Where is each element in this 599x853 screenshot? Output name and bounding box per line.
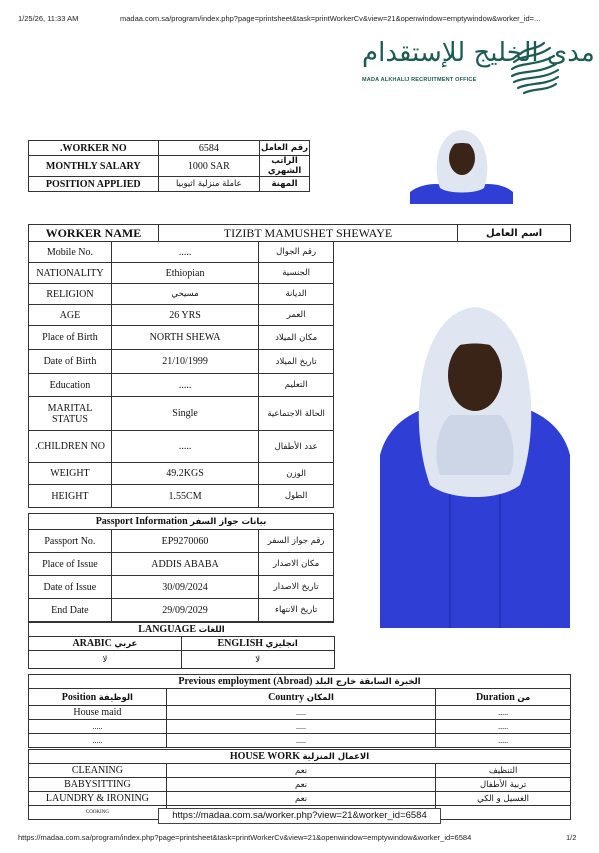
employment-table	[28, 674, 571, 748]
employment-title-en: Previous employment (Abroad)	[178, 676, 313, 687]
house-work-label: COOKING	[29, 806, 167, 820]
details-label-ar: الجنسية	[259, 263, 334, 284]
details-value: 21/10/1999	[111, 350, 258, 374]
details-value: 1.55CM	[111, 485, 258, 508]
details-label: Place of Birth	[29, 326, 112, 350]
passport-title-en: Passport Information	[95, 516, 188, 527]
summary-label: .WORKER NO	[29, 141, 159, 156]
worker-photo-full	[380, 305, 570, 628]
passport-value: 30/09/2024	[111, 576, 258, 599]
print-url: madaa.com.sa/program/index.php?page=printsheet&task=printWorkerCv&view=21&openwindow=emptywindow&worker_id=...	[120, 14, 541, 23]
house-work-label-ar	[436, 806, 571, 820]
details-label-ar: الوزن	[259, 463, 334, 485]
passport-title-row	[29, 514, 334, 530]
summary-label-ar: الراتب الشهري	[260, 156, 310, 177]
house-work-title	[29, 750, 571, 764]
house-work-label-ar: الغسيل و الكي	[436, 792, 571, 806]
summary-table	[28, 140, 310, 192]
details-label-ar: عدد الأطفال	[259, 431, 334, 463]
language-english-value: لا	[181, 651, 334, 669]
house-work-row	[29, 764, 571, 778]
employment-position: .....	[29, 720, 167, 734]
details-label-ar: مكان الميلاد	[259, 326, 334, 350]
employment-col-duration-ar: من	[517, 692, 531, 703]
details-row	[29, 305, 334, 326]
language-table	[28, 622, 571, 669]
language-header-row	[29, 637, 571, 651]
language-english-label-ar: انجليزي	[265, 639, 298, 649]
language-title-ar: اللغات	[198, 625, 225, 635]
house-work-label: CLEANING	[29, 764, 167, 778]
summary-value: عاملة منزلية اثيوبيا	[158, 177, 260, 192]
language-header-spacer	[334, 637, 570, 651]
worker-name-value: TIZIBT MAMUSHET SHEWAYE	[158, 225, 457, 242]
language-arabic-value: لا	[29, 651, 182, 669]
employment-col-country-en: Country	[268, 691, 305, 703]
details-row	[29, 463, 334, 485]
details-label: Education	[29, 374, 112, 397]
summary-row	[29, 156, 310, 177]
details-label: NATIONALITY	[29, 263, 112, 284]
employment-title-row	[29, 675, 571, 689]
language-title-en: LANGUAGE	[138, 624, 197, 635]
print-datetime: 1/25/26, 11:33 AM	[18, 14, 79, 23]
language-title-row	[29, 623, 571, 637]
passport-value: EP9270060	[111, 530, 258, 553]
employment-col-duration-en: Duration	[475, 691, 515, 703]
details-row	[29, 431, 334, 463]
employment-duration: .....	[436, 720, 571, 734]
passport-title	[29, 514, 334, 530]
worker-photo-thumbnail	[410, 126, 513, 204]
house-work-value: نعم	[166, 792, 435, 806]
worker-name-table	[28, 224, 571, 242]
details-label: AGE	[29, 305, 112, 326]
print-page-number: 1/2	[566, 833, 577, 842]
passport-label: Passport No.	[29, 530, 112, 553]
print-footer-url: https://madaa.com.sa/program/index.php?page=printsheet&task=printWorkerCv&view=21&openwindow=emptywindow&worker_id=6584	[18, 833, 472, 842]
summary-label: POSITION APPLIED	[29, 177, 159, 192]
employment-header-row	[29, 689, 571, 706]
worker-name-label: WORKER NAME	[29, 225, 159, 242]
language-value-row	[29, 651, 571, 669]
language-arabic-label: ARABIC	[72, 638, 112, 649]
details-label-ar: تاريخ الميلاد	[259, 350, 334, 374]
logo-mark-icon	[504, 36, 566, 98]
employment-row	[29, 720, 571, 734]
details-row	[29, 326, 334, 350]
language-english-header	[181, 637, 334, 651]
passport-label-ar: رقم جواز السفر	[259, 530, 334, 553]
details-label-ar: التعليم	[259, 374, 334, 397]
summary-label-ar: رقم العامل	[260, 141, 310, 156]
details-label: RELIGION	[29, 284, 112, 305]
summary-label-ar: المهنة	[260, 177, 310, 192]
employment-duration: .....	[436, 706, 571, 720]
details-label: MARITAL STATUS	[29, 397, 112, 431]
passport-value: ADDIS ABABA	[111, 553, 258, 576]
house-work-row	[29, 792, 571, 806]
company-logo	[356, 36, 595, 98]
passport-row	[29, 553, 334, 576]
employment-row	[29, 734, 571, 748]
details-value: .....	[111, 374, 258, 397]
summary-row	[29, 141, 310, 156]
passport-label-ar: مكان الاصدار	[259, 553, 334, 576]
employment-position: .....	[29, 734, 167, 748]
details-value: NORTH SHEWA	[111, 326, 258, 350]
house-work-label-ar: التنظيف	[436, 764, 571, 778]
summary-row	[29, 177, 310, 192]
house-work-value: نعم	[166, 764, 435, 778]
passport-table	[28, 513, 334, 622]
details-value: Ethiopian	[111, 263, 258, 284]
details-value: 26 YRS	[111, 305, 258, 326]
details-label: WEIGHT	[29, 463, 112, 485]
employment-title	[29, 675, 571, 689]
summary-value: 1000 SAR	[158, 156, 260, 177]
house-work-label: LAUNDRY & IRONING	[29, 792, 167, 806]
house-work-label: BABYSITTING	[29, 778, 167, 792]
language-title-spacer	[334, 623, 570, 637]
employment-position: House maid	[29, 706, 167, 720]
details-value: مسيحي	[111, 284, 258, 305]
passport-label-ar: تاريخ الانتهاء	[259, 599, 334, 622]
employment-country: .....	[166, 706, 435, 720]
language-value-spacer	[334, 651, 570, 669]
employment-row	[29, 706, 571, 720]
summary-value: 6584	[158, 141, 260, 156]
details-value: .....	[111, 242, 258, 263]
details-label: HEIGHT	[29, 485, 112, 508]
worker-name-label-ar: اسم العامل	[458, 225, 571, 242]
passport-row	[29, 530, 334, 553]
house-work-title-en: HOUSE WORK	[229, 751, 300, 762]
passport-row	[29, 576, 334, 599]
house-work-title-ar: الاعمال المنزلية	[302, 752, 370, 762]
employment-country: .....	[166, 734, 435, 748]
employment-duration: .....	[436, 734, 571, 748]
employment-col-position-en: Position	[61, 691, 97, 703]
passport-row	[29, 599, 334, 622]
details-table	[28, 241, 334, 508]
employment-col-country-ar: المكان	[306, 692, 334, 703]
details-row	[29, 485, 334, 508]
details-row	[29, 397, 334, 431]
language-english-label: ENGLISH	[217, 638, 264, 649]
details-value: .....	[111, 431, 258, 463]
language-arabic-header	[29, 637, 182, 651]
link-bar[interactable]	[158, 808, 441, 824]
employment-country: .....	[166, 720, 435, 734]
house-work-label-ar: تربية الأطفال	[436, 778, 571, 792]
details-row	[29, 350, 334, 374]
summary-label: MONTHLY SALARY	[29, 156, 159, 177]
details-label: Date of Birth	[29, 350, 112, 374]
passport-label: Place of Issue	[29, 553, 112, 576]
details-row	[29, 374, 334, 397]
logo-english-text: MADA ALKHALIJ RECRUITMENT OFFICE	[362, 77, 477, 83]
details-label-ar: الديانة	[259, 284, 334, 305]
house-work-title-row	[29, 750, 571, 764]
details-label-ar: الطول	[259, 485, 334, 508]
language-title	[29, 623, 335, 637]
employment-title-ar: الخبرة السابقة خارج البلد	[314, 677, 421, 687]
details-label-ar: رقم الجوال	[259, 242, 334, 263]
employment-col-duration	[436, 689, 571, 706]
details-label: Mobile No.	[29, 242, 112, 263]
house-work-value: نعم	[166, 778, 435, 792]
details-label-ar: الحالة الاجتماعية	[259, 397, 334, 431]
details-value: 49.2KGS	[111, 463, 258, 485]
worker-name-row	[29, 225, 571, 242]
passport-label: End Date	[29, 599, 112, 622]
details-row	[29, 242, 334, 263]
details-row	[29, 284, 334, 305]
passport-label-ar: تاريخ الاصدار	[259, 576, 334, 599]
details-row	[29, 263, 334, 284]
details-value: Single	[111, 397, 258, 431]
house-work-row	[29, 778, 571, 792]
details-label-ar: العمر	[259, 305, 334, 326]
passport-value: 29/09/2029	[111, 599, 258, 622]
employment-col-country	[166, 689, 435, 706]
link-bar-url[interactable]: https://madaa.com.sa/worker.php?view=21&worker_id=6584	[172, 810, 427, 821]
employment-col-position	[29, 689, 167, 706]
details-label: .CHILDREN NO	[29, 431, 112, 463]
passport-label: Date of Issue	[29, 576, 112, 599]
employment-col-position-ar: الوظيفة	[98, 692, 133, 703]
passport-title-ar: بيانات جواز السفر	[190, 517, 267, 527]
language-arabic-label-ar: عربي	[114, 639, 138, 649]
logo-arabic-text: مدى الخليج للإستقدام	[362, 38, 595, 68]
